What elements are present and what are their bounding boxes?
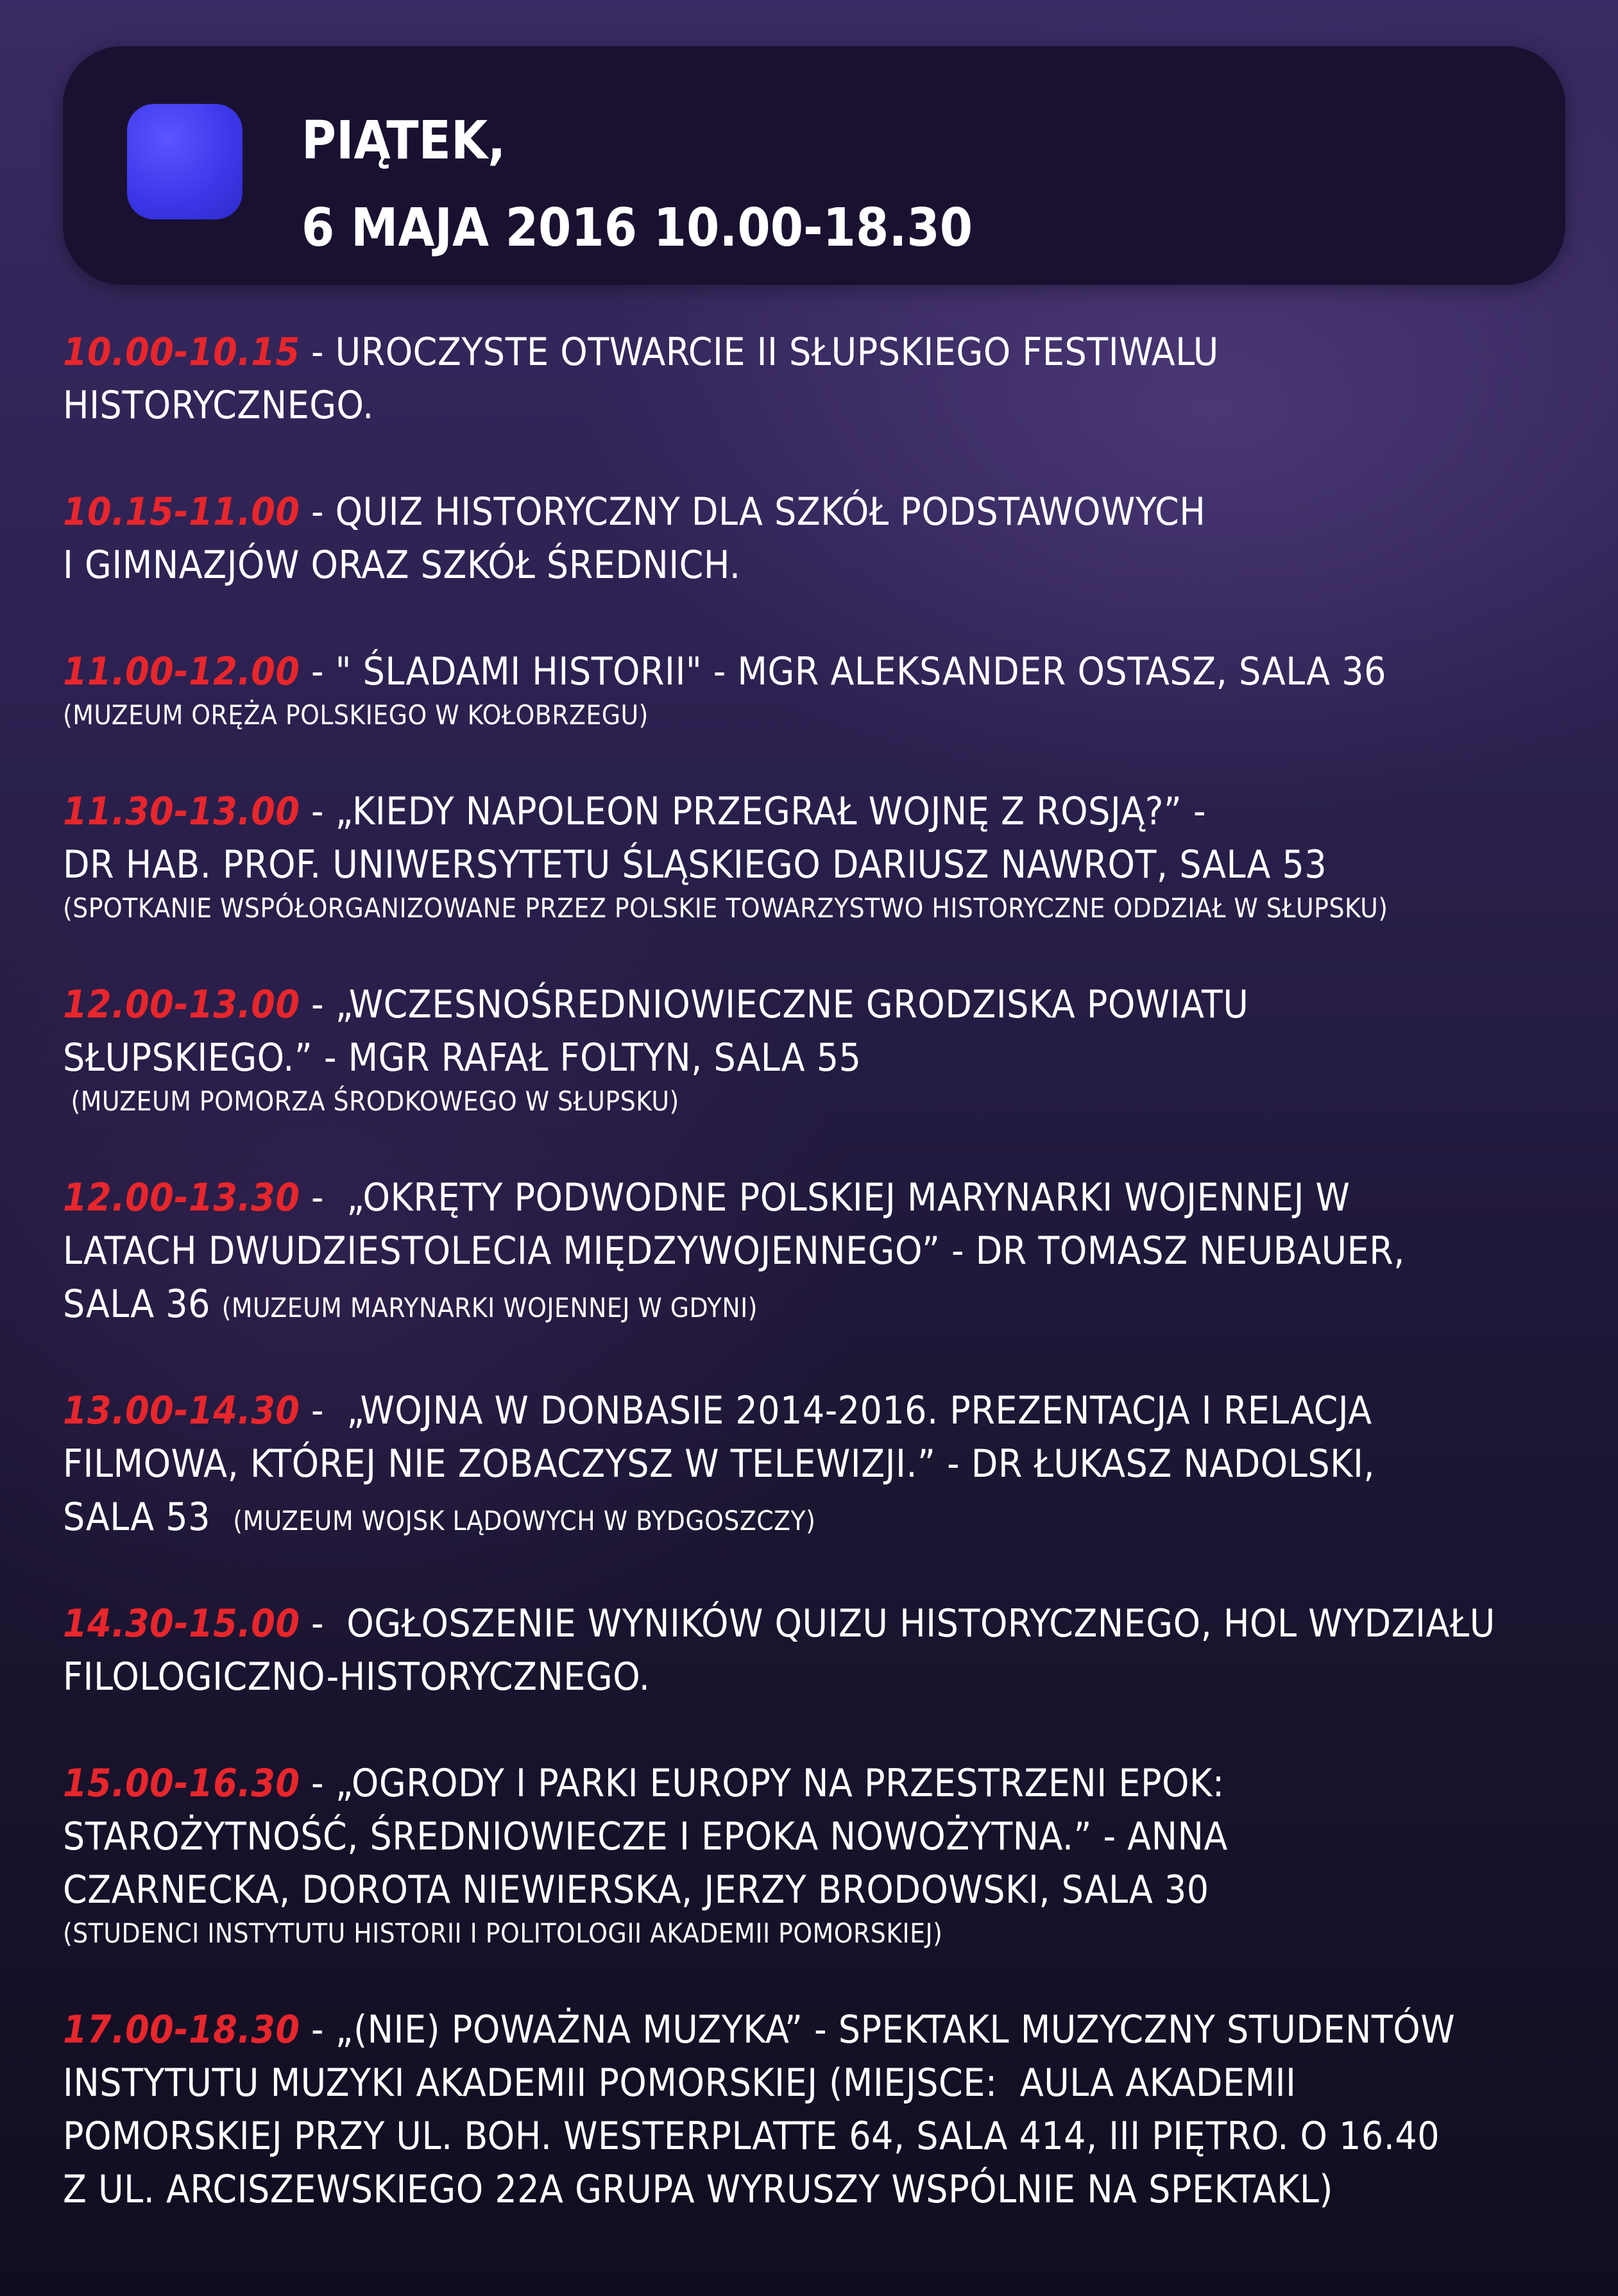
entry-text: - " ŚLADAMI HISTORII" - MGR ALEKSANDER OSTASZ, SALA 36 xyxy=(300,649,1386,694)
schedule-entry xyxy=(63,486,1571,592)
blue-square-icon xyxy=(127,104,243,219)
entry-text: - „OGRODY I PARKI EUROPY NA PRZESTRZENI EPOK: xyxy=(300,1761,1225,1806)
entry-time: 10.15-11.00 xyxy=(63,489,300,534)
entry-text: CZARNECKA, DOROTA NIEWIERSKA, JERZY BRODOWSKI, SALA 30 xyxy=(63,1867,1209,1912)
entry-note: (SPOTKANIE WSPÓŁORGANIZOWANE PRZEZ POLSKIE TOWARZYSTWO HISTORYCZNE ODDZIAŁ W SŁUPSKU) xyxy=(63,892,1388,924)
entry-time: 11.00-12.00 xyxy=(63,649,300,694)
entry-time: 13.00-14.30 xyxy=(63,1388,300,1433)
entry-text: - OGŁOSZENIE WYNIKÓW QUIZU HISTORYCZNEGO, HOL WYDZIAŁU xyxy=(300,1601,1495,1646)
entry-text: SALA 53 xyxy=(63,1495,234,1540)
entry-time: 12.00-13.30 xyxy=(63,1175,300,1220)
schedule-entry xyxy=(63,785,1571,925)
entry-text: SŁUPSKIEGO.” - MGR RAFAŁ FOLTYN, SALA 55 xyxy=(63,1035,862,1080)
header-date-time: 6 MAJA 2016 10.00-18.30 xyxy=(302,198,973,259)
header-box xyxy=(63,46,1565,285)
schedule-entry xyxy=(63,2003,1571,2216)
entry-text: SALA 36 xyxy=(63,1282,222,1327)
entry-text: - „WCZESNOŚREDNIOWIECZNE GRODZISKA POWIATU xyxy=(300,982,1249,1027)
schedule-entry xyxy=(63,1171,1571,1331)
schedule-entry xyxy=(63,326,1571,432)
entry-text: FILMOWA, KTÓREJ NIE ZOBACZYSZ W TELEWIZJI.” - DR ŁUKASZ NADOLSKI, xyxy=(63,1441,1375,1486)
entry-time: 14.30-15.00 xyxy=(63,1601,300,1646)
entry-time: 12.00-13.00 xyxy=(63,982,300,1027)
entry-text: STAROŻYTNOŚĆ, ŚREDNIOWIECZE I EPOKA NOWOŻYTNA.” - ANNA xyxy=(63,1814,1228,1859)
entry-text: - „(NIE) POWAŻNA MUZYKA” - SPEKTAKL MUZYCZNY STUDENTÓW xyxy=(300,2007,1456,2052)
entry-time: 10.00-10.15 xyxy=(63,330,300,375)
entry-text: DR HAB. PROF. UNIWERSYTETU ŚLĄSKIEGO DARIUSZ NAWROT, SALA 53 xyxy=(63,842,1327,887)
entry-note: (MUZEUM WOJSK LĄDOWYCH W BYDGOSZCZY) xyxy=(233,1505,816,1536)
entry-note: (MUZEUM POMORZA ŚRODKOWEGO W SŁUPSKU) xyxy=(63,1085,679,1117)
schedule-entry xyxy=(63,1597,1571,1704)
header-title xyxy=(302,98,973,272)
schedule-entry xyxy=(63,645,1571,732)
entry-text: - „WOJNA W DONBASIE 2014-2016. PREZENTACJA I RELACJA xyxy=(300,1388,1372,1433)
entry-note: (MUZEUM MARYNARKI WOJENNEJ W GDYNI) xyxy=(221,1292,758,1323)
entry-time: 15.00-16.30 xyxy=(63,1761,300,1806)
entry-text: POMORSKIEJ PRZY UL. BOH. WESTERPLATTE 64, SALA 414, III PIĘTRO. O 16.40 xyxy=(63,2114,1440,2159)
entry-text: I GIMNAZJÓW ORAZ SZKÓŁ ŚREDNICH. xyxy=(63,543,741,588)
entry-text: - „KIEDY NAPOLEON PRZEGRAŁ WOJNĘ Z ROSJĄ?” - xyxy=(300,789,1206,834)
header-day: PIĄTEK, xyxy=(302,110,506,171)
entry-text: LATACH DWUDZIESTOLECIA MIĘDZYWOJENNEGO” - DR TOMASZ NEUBAUER, xyxy=(63,1229,1405,1273)
schedule-entry xyxy=(63,978,1571,1118)
entry-note: (MUZEUM ORĘŻA POLSKIEGO W KOŁOBRZEGU) xyxy=(63,699,649,731)
entry-text: - QUIZ HISTORYCZNY DLA SZKÓŁ PODSTAWOWYCH xyxy=(300,489,1206,534)
entry-time: 17.00-18.30 xyxy=(63,2007,300,2052)
schedule-entry xyxy=(63,1757,1571,1950)
entry-text: - UROCZYSTE OTWARCIE II SŁUPSKIEGO FESTIWALU xyxy=(300,330,1219,375)
schedule-list xyxy=(63,326,1571,2270)
entry-text: - „OKRĘTY PODWODNE POLSKIEJ MARYNARKI WOJENNEJ W xyxy=(300,1175,1350,1220)
entry-text: INSTYTUTU MUZYKI AKADEMII POMORSKIEJ (MIEJSCE: AULA AKADEMII xyxy=(63,2061,1297,2105)
entry-text: HISTORYCZNEGO. xyxy=(63,383,374,428)
entry-note: (STUDENCI INSTYTUTU HISTORII I POLITOLOGII AKADEMII POMORSKIEJ) xyxy=(63,1918,943,1949)
entry-text: Z UL. ARCISZEWSKIEGO 22A GRUPA WYRUSZY WSPÓLNIE NA SPEKTAKL) xyxy=(63,2167,1333,2212)
schedule-entry xyxy=(63,1384,1571,1544)
entry-text: FILOLOGICZNO-HISTORYCZNEGO. xyxy=(63,1654,651,1699)
entry-time: 11.30-13.00 xyxy=(63,789,300,834)
